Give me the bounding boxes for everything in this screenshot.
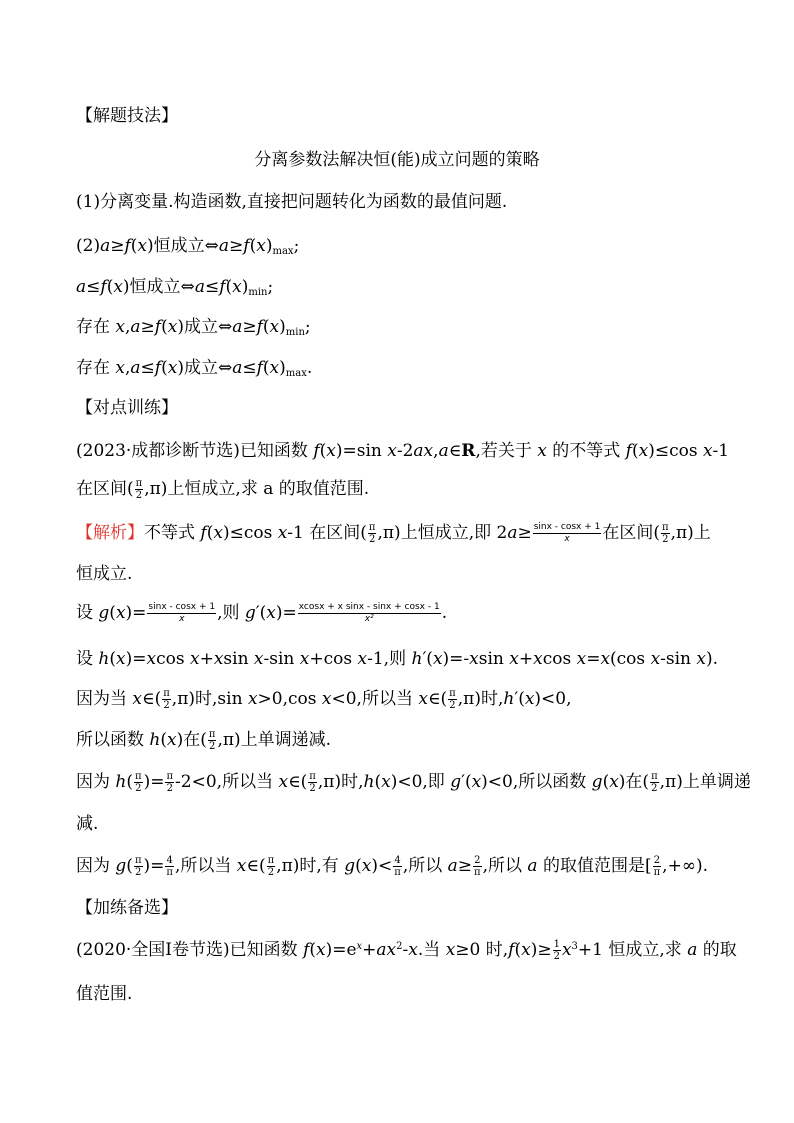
solution-label: 【解析】 [76, 523, 144, 543]
strategy-title: 分离参数法解决恒(能)成立问题的策略 [254, 150, 540, 170]
problem-line-1: (2023·成都诊断节选)已知函数 f(x)=sin x-2ax,a∈R,若关于 x 的不等式 f(x)≤cos x-1 [76, 441, 730, 461]
strategy-point-2: (2)a≥f(x)恒成立$\Leftrightarrow a\ge f(x)_{max}$; [76, 236, 300, 257]
strategy-point-5: 存在 x,a≤f(x)成立$\Leftrightarrow a\le f(x)_{max}$. [76, 358, 313, 379]
strategy-point-4: 存在 x,a≥f(x)成立$\Leftrightarrow a\ge f(x)_{min}$; [76, 317, 311, 338]
solution-line-3: 设 g(x)= $\frac{\sin x - \cos x + 1}{x}$ ,则 g′(x)= $\frac{\text{xcosx + x sinx - sinx + cosx - 1}}{\text{x²}}$ . [76, 602, 448, 624]
extra-problem-line-2: 值范围. [76, 984, 133, 1004]
problem-line-2: 在区间( $\frac{\pi}{2}$ ,π)上恒成立,求 a 的取值范围. [76, 478, 370, 501]
strategy-point-3: a≤f(x)恒成立$\Leftrightarrow a\le f(x)_{min}$; [76, 277, 274, 298]
heading-technique: 【解题技法】 [76, 106, 178, 126]
solution-line-9: 因为 g( $\frac{\pi}{2}$ )= $\frac{4}{\pi}$ ,所以当 x∈( $\frac{\pi}{2}$ ,π)时,有 g(x)< $\frac{4}{\pi}$ ,所以 a≥ $\frac{2}{\pi}$ ,所以 a 的取值范围是[ $\frac{2}{\pi}$ ,+∞). [76, 855, 709, 878]
solution-line-2: 恒成立. [76, 564, 133, 584]
heading-training: 【对点训练】 [76, 398, 178, 418]
solution-line-1: 【解析】不等式 f(x)≤cos x-1 在区间( $\frac{\pi}{2}$ ,π)上恒成立,即 2a≥ $\frac{\sin x - \cos x + 1}{x}$ 在区间( $\frac{\pi}{2}$ ,π)上 [76, 522, 711, 545]
solution-line-7: 因为 h( $\frac{\pi}{2}$ )= $\frac{\pi}{2}$ -2<0,所以当 x∈( $\frac{\pi}{2}$ ,π)时,h(x)<0,即 g′(x)<0,所以函数 g(x)在( $\frac{\pi}{2}$ ,π)上单调递 [76, 771, 751, 794]
solution-line-8: 减. [76, 814, 99, 834]
extra-problem-line-1: (2020·全国Ⅰ卷节选)已知函数 $f(x)=e^x+ax^2-x$.当 x≥0 时,f(x)≥ $\frac{1}{2}$ $x^3+1$ 恒成立,求 a 的取 [76, 939, 737, 962]
strategy-point-1: (1)分离变量.构造函数,直接把问题转化为函数的最值问题. [76, 192, 508, 212]
solution-line-6: 所以函数 h(x)在( $\frac{\pi}{2}$ ,π)上单调递减. [76, 729, 332, 752]
solution-line-4: 设 h(x)=xcos x+xsin x-sin x+cos x-1,则 h′(x)=-xsin x+xcos x=x(cos x-sin x). [76, 649, 719, 669]
heading-extra-practice: 【加练备选】 [76, 898, 178, 918]
solution-line-5: 因为当 x∈( $\frac{\pi}{2}$ ,π)时,sin x>0,cos x<0,所以当 x∈( $\frac{\pi}{2}$ ,π)时,h′(x)<0, [76, 688, 572, 711]
